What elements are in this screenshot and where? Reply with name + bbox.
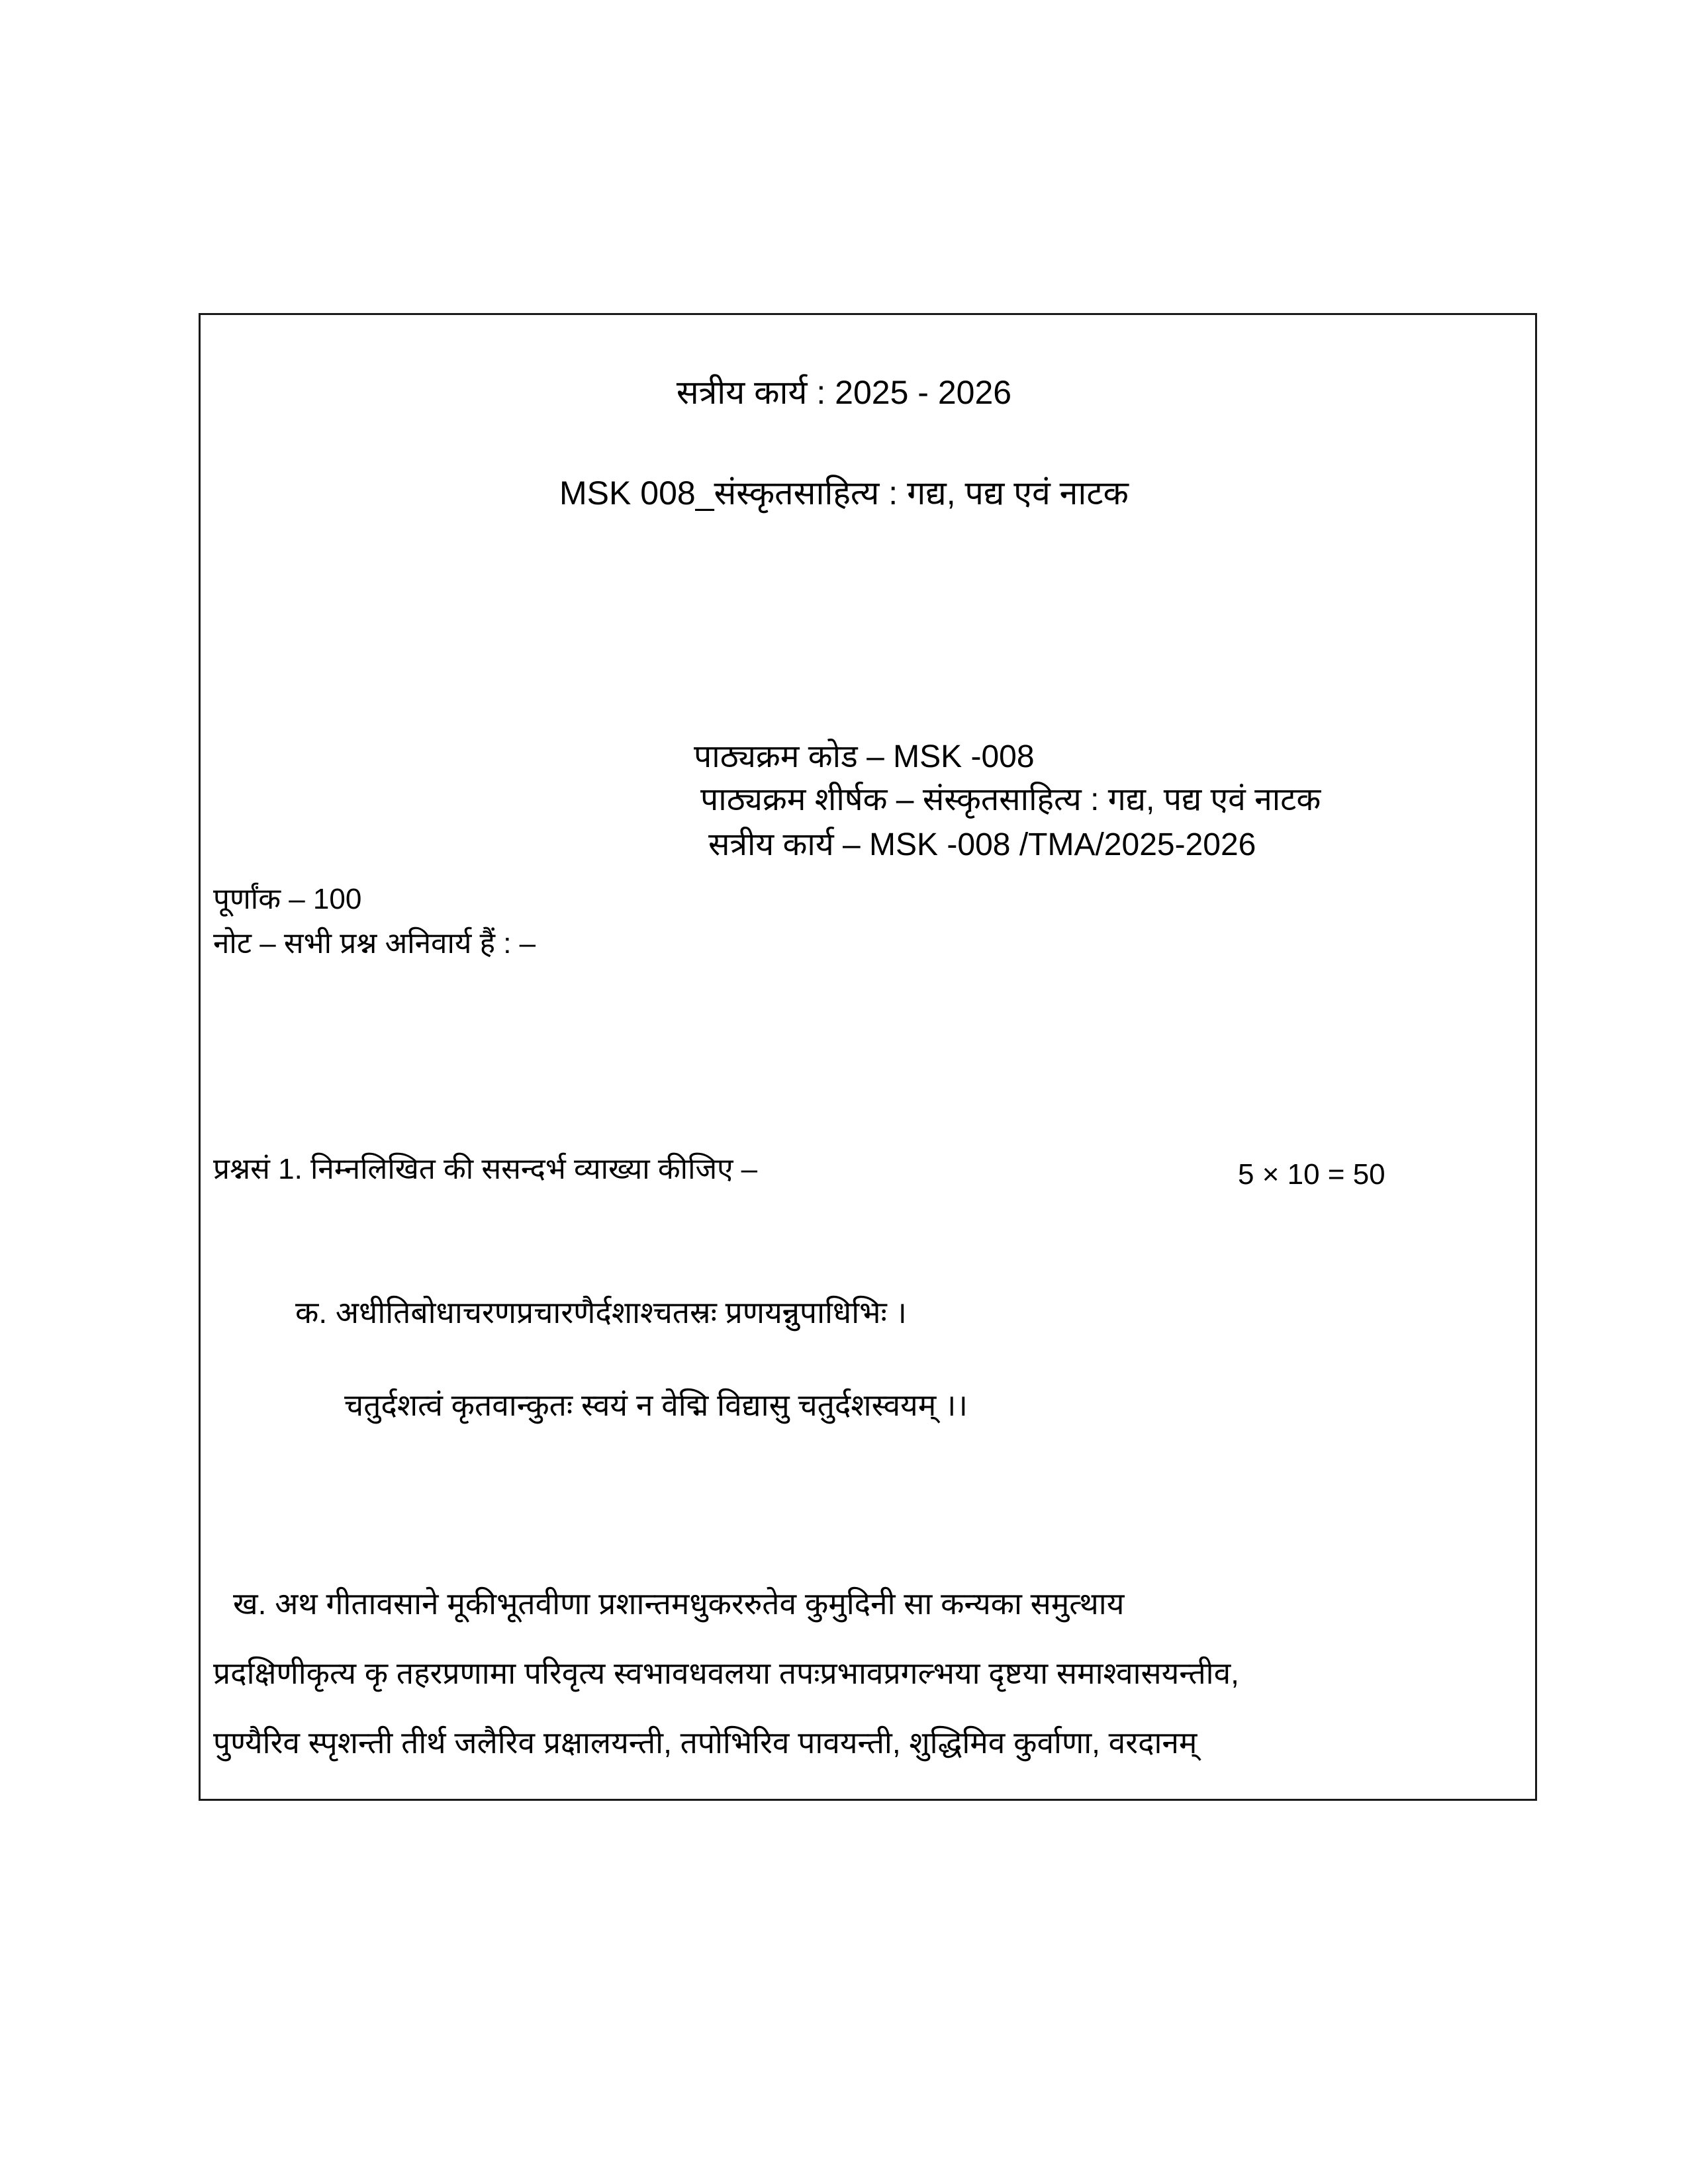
max-marks: पूर्णांक – 100	[213, 883, 362, 915]
course-title: MSK 008_संस्कृतसाहित्य : गद्य, पद्य एवं नाटक	[559, 475, 1129, 512]
course-heading: पाठ्यक्रम शीर्षक – संस्कृतसाहित्य : गद्य, पद्य एवं नाटक	[700, 782, 1321, 817]
question-1-marks: 5 × 10 = 50	[1238, 1158, 1385, 1191]
part-kha-line-3: पुण्यैरिव स्पृशन्ती तीर्थ जलैरिव प्रक्षालयन्ती, तपोभिरिव पावयन्ती, शुद्धिमिव कुर्वाणा, वरदानम्	[213, 1725, 1197, 1760]
part-kha-line-2: प्रदक्षिणीकृत्य कृ तहरप्रणामा परिवृत्य स्वभावधवलया तपःप्रभावप्रगल्भया दृष्टया समाश्वासयन्तीव,	[213, 1656, 1239, 1690]
document-border-box	[199, 313, 1537, 1801]
question-1-prompt: प्रश्नसं 1. निम्नलिखित की ससन्दर्भ व्याख्या कीजिए –	[213, 1153, 758, 1185]
part-kha-line-1: ख. अथ गीतावसाने मूकीभूतवीणा प्रशान्तमधुकररुतेव कुमुदिनी सा कन्यका समुत्थाय	[233, 1586, 1125, 1621]
note: नोट – सभी प्रश्न अनिवार्य हैं : –	[213, 927, 536, 960]
session-title: सत्रीय कार्य : 2025 - 2026	[676, 374, 1012, 411]
course-code: पाठ्यक्रम कोड – MSK -008	[694, 739, 1035, 774]
assignment-code: सत्रीय कार्य – MSK -008 /TMA/2025-2026	[708, 827, 1256, 862]
part-ka-line-1: क. अधीतिबोधाचरणप्रचारणैर्दशाश्चतस्रः प्रणयन्नुपाधिभिः ।	[295, 1295, 907, 1330]
part-ka-line-2: चतुर्दशत्वं कृतवान्कुतः स्वयं न वेद्मि विद्यासु चतुर्दशस्वयम् ।।	[344, 1388, 968, 1422]
